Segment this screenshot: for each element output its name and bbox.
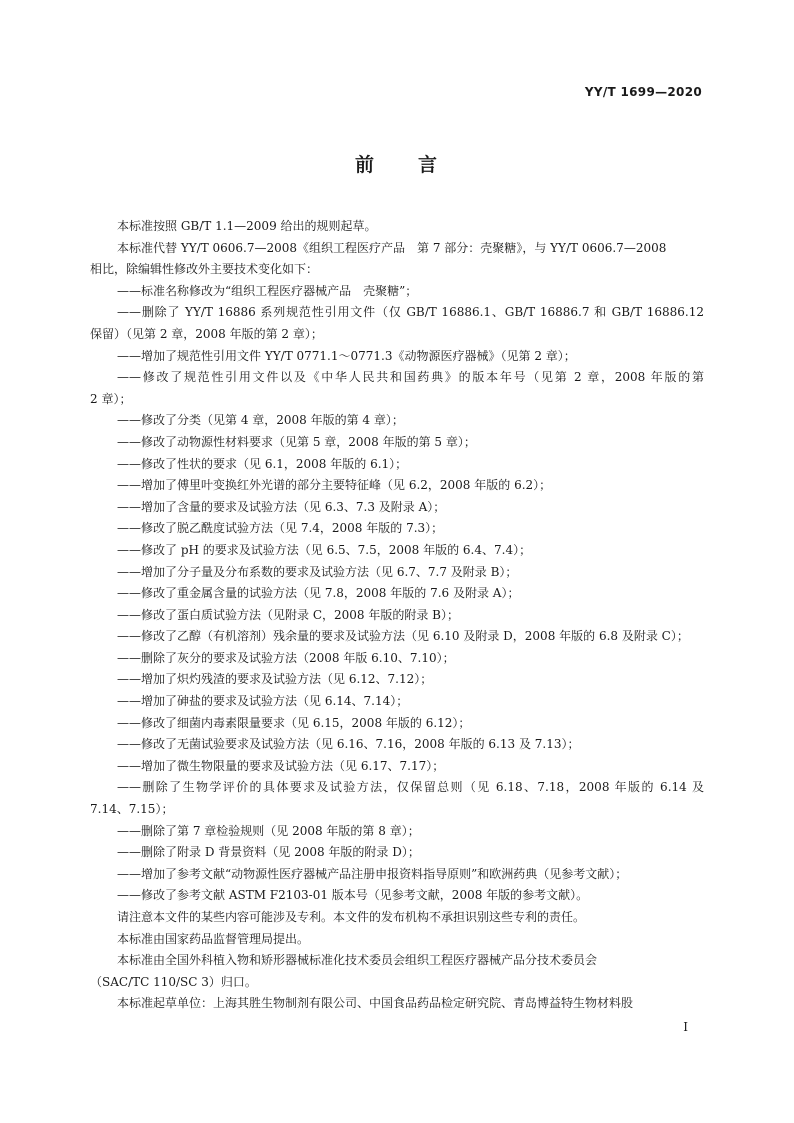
change-item: [90, 648, 704, 670]
change-item: [90, 885, 704, 907]
change-item-text: ——删除了灰分的要求及试验方法（2008 年版 6.10、7.10）；: [117, 650, 455, 665]
document-body: [90, 216, 704, 1015]
change-item: [90, 302, 704, 345]
paragraph-drafting-units: 本标准起草单位：上海其胜生物制剂有限公司、中国食品药品检定研究院、青岛博益特生物材料股: [117, 996, 634, 1011]
change-item: [90, 346, 704, 368]
change-item: [90, 626, 704, 648]
paragraph-committee-cont: （SAC/TC 110/SC 3）归口。: [90, 974, 257, 989]
change-item: [90, 540, 704, 562]
change-item: [90, 367, 704, 410]
change-item-text: ——修改了蛋白质试验方法（见附录 C，2008 年版的附录 B）；: [117, 607, 459, 622]
change-item-text: ——删除了第 7 章检验规则（见 2008 年版的第 8 章）；: [117, 823, 420, 838]
change-item: [90, 821, 704, 843]
paragraph-replaces: 本标准代替 YY/T 0606.7—2008《组织工程医疗产品 第 7 部分：壳聚糖》，与 YY/T 0606.7—2008: [117, 240, 667, 255]
change-item: [90, 605, 704, 627]
change-item-text: ——修改了性状的要求（见 6.1，2008 年版的 6.1）；: [117, 456, 408, 471]
change-item: [90, 410, 704, 432]
change-item-text: ——删除了 YY/T 16886 系列规范性引用文件（仅 GB/T 16886.1、GB/T 16886.7 和 GB/T 16886.12: [117, 305, 704, 320]
change-item: [90, 281, 704, 303]
change-item-text: ——修改了重金属含量的试验方法（见 7.8，2008 年版的 7.6 及附录 A）；: [117, 586, 520, 601]
change-item-text: ——修改了乙醇（有机溶剂）残余量的要求及试验方法（见 6.10 及附录 D，2008 年版的 6.8 及附录 C）；: [117, 629, 689, 644]
change-item-text: ——增加了砷盐的要求及试验方法（见 6.14、7.14）；: [117, 694, 409, 709]
change-item: [90, 475, 704, 497]
changes-list: [90, 281, 704, 907]
change-item-text: ——修改了脱乙酰度试验方法（见 7.4，2008 年版的 7.3）；: [117, 521, 444, 536]
change-item-text: ——修改了无菌试验要求及试验方法（见 6.16、7.16，2008 年版的 6.13 及 7.13）；: [117, 737, 580, 752]
change-item: [90, 583, 704, 605]
change-item-text: ——增加了含量的要求及试验方法（见 6.3、7.3 及附录 A）；: [117, 499, 446, 514]
change-item: [90, 432, 704, 454]
change-item-text: ——修改了分类（见第 4 章，2008 年版的第 4 章）；: [117, 413, 404, 428]
change-item: [90, 691, 704, 713]
change-item: [90, 756, 704, 778]
change-item-text: ——增加了分子量及分布系数的要求及试验方法（见 6.7、7.7 及附录 B）；: [117, 564, 518, 579]
change-item-text: ——删除了附录 D 背景资料（见 2008 年版的附录 D）；: [117, 845, 420, 860]
change-item: [90, 777, 704, 820]
change-item-text: ——增加了傅里叶变换红外光谱的部分主要特征峰（见 6.2，2008 年版的 6.2）；: [117, 478, 552, 493]
change-item-text-cont: 2 章）；: [90, 391, 132, 406]
paragraph-patent: 请注意本文件的某些内容可能涉及专利。本文件的发布机构不承担识别这些专利的责任。: [117, 910, 586, 924]
change-item: [90, 497, 704, 519]
change-item-text: ——增加了微生物限量的要求及试验方法（见 6.17、7.17）；: [117, 758, 445, 773]
change-item-text-cont: 保留）（见第 2 章，2008 年版的第 2 章）；: [90, 326, 323, 341]
paragraph-proposed: 本标准由国家药品监督管理局提出。: [117, 931, 310, 946]
change-item: [90, 562, 704, 584]
change-item-text: ——增加了参考文献“动物源性医疗器械产品注册申报资料指导原则”和欧洲药典（见参考文献）；: [117, 866, 628, 881]
paragraph-replaces-cont: 相比，除编辑性修改外主要技术变化如下：: [90, 262, 319, 277]
change-item-text: ——修改了动物源性材料要求（见第 5 章，2008 年版的第 5 章）；: [117, 434, 476, 449]
paragraph-committee: 本标准由全国外科植入物和矫形器械标准化技术委员会组织工程医疗器械产品分技术委员会: [117, 953, 598, 968]
change-item: [90, 454, 704, 476]
document-id: YY/T 1699—2020: [584, 85, 702, 99]
change-item-text: ——增加了规范性引用文件 YY/T 0771.1～0771.3《动物源医疗器械》（见第 2 章）；: [117, 348, 576, 363]
change-item-text: ——修改了规范性引用文件以及《中华人民共和国药典》的版本年号（见第 2 章，2008 年版的第: [117, 370, 704, 385]
paragraph-drafting-rule: 本标准按照 GB/T 1.1—2009 给出的规则起草。: [117, 219, 377, 233]
page-title: 前 言: [354, 154, 439, 176]
change-item: [90, 518, 704, 540]
change-item-text: ——修改了 pH 的要求及试验方法（见 6.5、7.5，2008 年版的 6.4、7.4）；: [117, 542, 532, 557]
change-item-text-cont: 7.14、7.15）；: [90, 802, 174, 817]
change-item-text: ——修改了参考文献 ASTM F2103-01 版本号（见参考文献，2008 年版的参考文献）。: [117, 888, 589, 903]
change-item-text: ——增加了炽灼残渣的要求及试验方法（见 6.12、7.12）；: [117, 672, 433, 687]
change-item-text: ——标准名称修改为“组织工程医疗器械产品 壳聚糖”；: [117, 283, 418, 298]
change-item: [90, 864, 704, 886]
change-item: [90, 713, 704, 735]
page-number: Ⅰ: [683, 1020, 688, 1034]
change-item: [90, 669, 704, 691]
change-item-text: ——删除了生物学评价的具体要求及试验方法，仅保留总则（见 6.18、7.18，2008 年版的 6.14 及: [117, 780, 704, 795]
change-item: [90, 734, 704, 756]
change-item-text: ——修改了细菌内毒素限量要求（见 6.15，2008 年版的 6.12）；: [117, 715, 471, 730]
change-item: [90, 842, 704, 864]
